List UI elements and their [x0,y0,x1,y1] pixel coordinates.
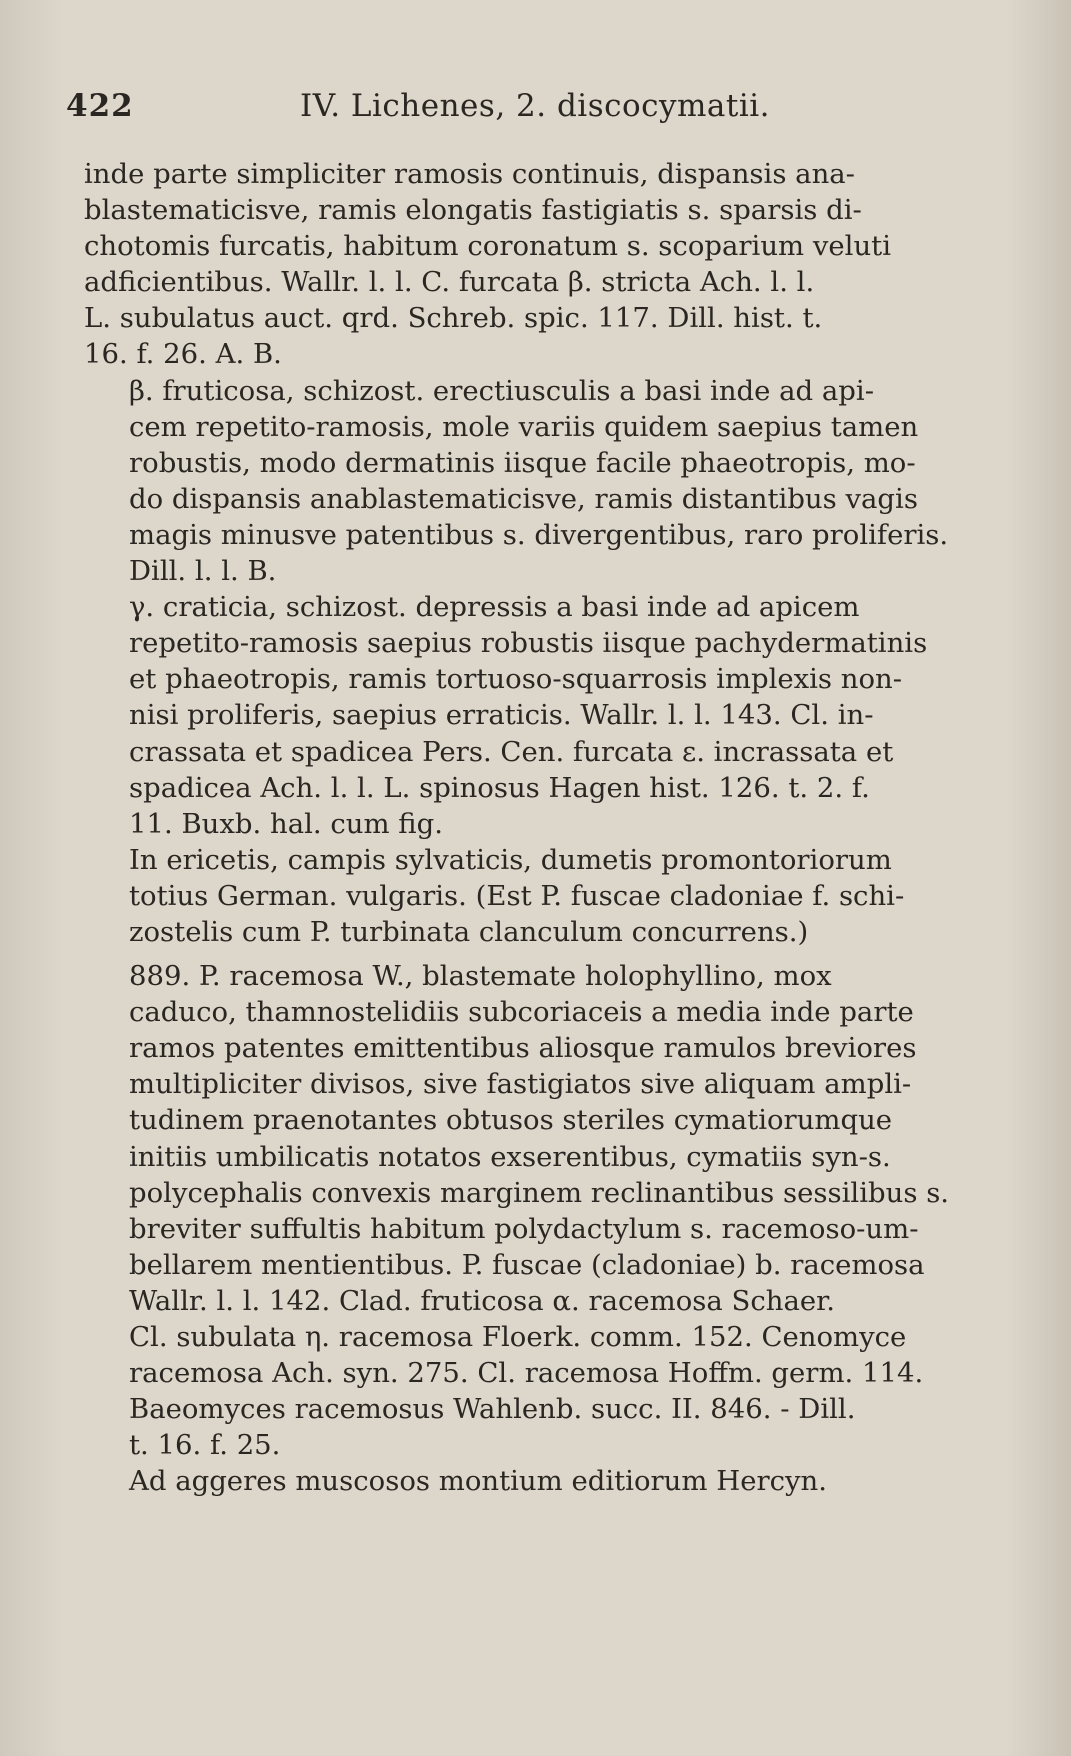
text-line: do dispansis anablastematicisve, ramis distantibus vagis [129,482,918,515]
text-line: robustis, modo dermatinis iisque facile phaeotropis, mo- [129,446,916,479]
text-line: bellarem mentientibus. P. fuscae (cladoniae) b. racemosa [129,1248,925,1281]
paragraph-habitat [84,842,1000,950]
text-line: L. subulatus auct. qrd. Schreb. spic. 117. Dill. hist. t. [84,302,823,335]
text-line: zostelis cum P. turbinata clanculum concurrens.) [129,915,809,948]
text-line: 11. Buxb. hal. cum fig. [129,807,443,840]
text-line: tudinem praenotantes obtusos steriles cymatiorumque [129,1104,893,1137]
text-line: repetito-ramosis saepius robustis iisque pachydermatinis [129,627,928,660]
text-line: ramos patentes emittentibus aliosque ramulos breviores [129,1032,917,1065]
body-text [84,156,1000,1499]
paragraph-var-craticia [84,589,1000,842]
paragraph-species-889 [84,958,1000,1463]
text-line: β. fruticosa, schizost. erectiusculis a basi inde ad api- [129,374,874,407]
running-title: IV. Lichenes, 2. discocymatii. [300,88,771,124]
text-line: Wallr. l. l. 142. Clad. fruticosa α. racemosa Schaer. [129,1284,836,1317]
text-line: t. 16. f. 25. [129,1429,281,1462]
paragraph-var-stricta [84,156,1000,373]
text-line: crassata et spadicea Pers. Cen. furcata ε. incrassata et [129,735,894,768]
paragraph-habitat-889 [84,1463,1000,1499]
text-line: breviter suffultis habitum polydactylum s. racemoso-um- [129,1212,919,1245]
page-header [66,84,1006,128]
text-line: magis minusve patentibus s. divergentibus, raro proliferis. [129,518,949,551]
text-line: γ. craticia, schizost. depressis a basi inde ad apicem [129,591,860,624]
paragraph-var-fruticosa [84,373,1000,590]
text-line: Ad aggeres muscosos montium editiorum Hercyn. [129,1465,828,1498]
text-line: totius German. vulgaris. (Est P. fuscae cladoniae f. schi- [129,879,905,912]
text-line: Baeomyces racemosus Wahlenb. succ. II. 846. - Dill. [129,1393,856,1426]
text-line: Cl. subulata η. racemosa Floerk. comm. 152. Cenomyce [129,1321,907,1353]
text-line: inde parte simpliciter ramosis continuis, dispansis ana- [84,158,855,190]
text-line: multipliciter divisos, sive fastigiatos sive aliquam ampli- [129,1068,912,1101]
text-line: et phaeotropis, ramis tortuoso-squarrosis implexis non- [129,663,903,696]
text-line: caduco, thamnostelidiis subcoriaceis a media inde parte [129,996,914,1029]
text-line: adficientibus. Wallr. l. l. C. furcata β. stricta Ach. l. l. [84,266,815,299]
text-line: blastematicisve, ramis elongatis fastigiatis s. sparsis di- [84,194,862,227]
text-line: spadicea Ach. l. l. L. spinosus Hagen hist. 126. t. 2. f. [129,771,870,804]
text-line: racemosa Ach. syn. 275. Cl. racemosa Hoffm. germ. 114. [129,1357,924,1390]
text-line: 16. f. 26. A. B. [84,338,282,371]
text-line: nisi proliferis, saepius erraticis. Wallr. l. l. 143. Cl. in- [129,699,874,732]
text-line: cem repetito-ramosis, mole variis quidem saepius tamen [129,410,919,443]
page-number: 422 [66,88,134,124]
text-line: polycephalis convexis marginem reclinantibus sessilibus s. [129,1176,950,1209]
text-line: Dill. l. l. B. [129,555,277,588]
text-line: In ericetis, campis sylvaticis, dumetis promontoriorum [129,843,892,876]
text-line: 889. P. racemosa W., blastemate holophyllino, mox [129,960,832,993]
text-line: initiis umbilicatis notatos exserentibus, cymatiis syn-s. [129,1140,891,1173]
text-line: chotomis furcatis, habitum coronatum s. scoparium veluti [84,230,892,263]
